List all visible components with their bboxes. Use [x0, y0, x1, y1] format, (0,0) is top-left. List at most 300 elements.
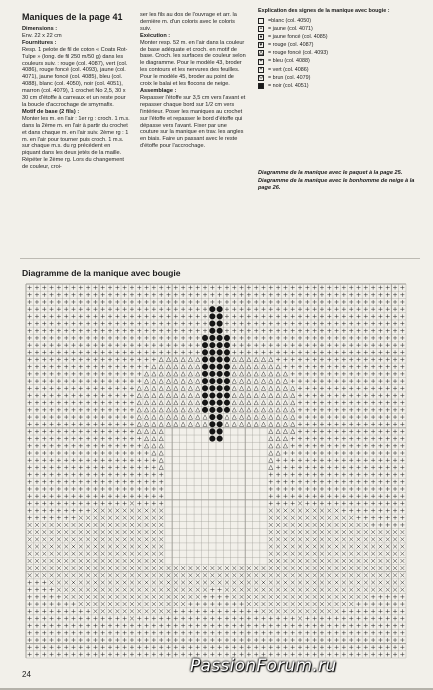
stitch-bleu	[50, 501, 54, 505]
stitch-vert	[130, 595, 134, 599]
stitch-bleu	[313, 322, 317, 326]
stitch-bleu	[364, 293, 368, 297]
stitch-bleu	[137, 372, 141, 376]
stitch-bleu	[64, 300, 68, 304]
stitch-bleu	[386, 322, 390, 326]
stitch-vert	[152, 545, 156, 549]
stitch-bleu	[305, 365, 309, 369]
stitch-bleu	[349, 393, 353, 397]
stitch-rouge-fonce	[152, 415, 156, 419]
stitch-bleu	[196, 314, 200, 318]
stitch-bleu	[79, 458, 83, 462]
stitch-bleu	[196, 609, 200, 613]
stitch-bleu	[71, 473, 75, 477]
stitch-bleu	[356, 429, 360, 433]
stitch-bleu	[364, 314, 368, 318]
stitch-vert	[145, 559, 149, 563]
stitch-bleu	[57, 465, 61, 469]
stitch-bleu	[28, 638, 32, 642]
stitch-bleu	[115, 393, 119, 397]
stitch-bleu	[386, 415, 390, 419]
stitch-bleu	[93, 501, 97, 505]
stitch-rouge-fonce	[276, 386, 280, 390]
stitch-vert	[378, 537, 382, 541]
stitch-bleu	[335, 631, 339, 635]
stitch-vert	[79, 516, 83, 520]
stitch-bleu	[64, 314, 68, 318]
stitch-rouge-fonce	[174, 365, 178, 369]
stitch-bleu	[327, 408, 331, 412]
stitch-bleu	[291, 350, 295, 354]
stitch-vert	[240, 573, 244, 577]
stitch-bleu	[364, 322, 368, 326]
stitch-bleu	[247, 307, 251, 311]
stitch-black	[224, 371, 230, 377]
stitch-bleu	[393, 329, 397, 333]
stitch-bleu	[159, 645, 163, 649]
stitch-bleu	[320, 429, 324, 433]
stitch-bleu	[364, 494, 368, 498]
stitch-bleu	[232, 343, 236, 347]
stitch-vert	[137, 566, 141, 570]
stitch-vert	[101, 588, 105, 592]
stitch-rouge-fonce	[144, 429, 148, 433]
stitch-bleu	[101, 624, 105, 628]
stitch-black	[224, 364, 230, 370]
stitch-vert	[57, 573, 61, 577]
stitch-vert	[247, 602, 251, 606]
stitch-bleu	[159, 616, 163, 620]
stitch-bleu	[64, 379, 68, 383]
stitch-bleu	[313, 336, 317, 340]
stitch-bleu	[327, 358, 331, 362]
stitch-bleu	[108, 293, 112, 297]
legend-symbol-icon: △	[259, 49, 263, 56]
stitch-vert	[349, 602, 353, 606]
stitch-bleu	[159, 350, 163, 354]
stitch-bleu	[269, 336, 273, 340]
stitch-bleu	[298, 314, 302, 318]
stitch-bleu	[79, 393, 83, 397]
stitch-bleu	[276, 501, 280, 505]
stitch-rouge-fonce	[174, 379, 178, 383]
stitch-bleu	[364, 509, 368, 513]
legend-symbol-icon: •	[258, 26, 264, 32]
stitch-bleu	[305, 300, 309, 304]
stitch-bleu	[261, 336, 265, 340]
stitch-black	[209, 328, 215, 334]
stitch-rouge-fonce	[254, 365, 258, 369]
stitch-vert	[342, 581, 346, 585]
stitch-bleu	[203, 631, 207, 635]
stitch-bleu	[298, 408, 302, 412]
stitch-bleu	[378, 509, 382, 513]
stitch-bleu	[101, 329, 105, 333]
stitch-black	[209, 421, 215, 427]
stitch-bleu	[400, 343, 404, 347]
stitch-bleu	[210, 609, 214, 613]
stitch-rouge-fonce	[232, 393, 236, 397]
stitch-bleu	[57, 350, 61, 354]
stitch-vert	[218, 566, 222, 570]
stitch-vert	[320, 588, 324, 592]
stitch-bleu	[28, 451, 32, 455]
stitch-bleu	[57, 386, 61, 390]
stitch-bleu	[57, 372, 61, 376]
stitch-bleu	[335, 300, 339, 304]
stitch-vert	[313, 581, 317, 585]
stitch-vert	[130, 552, 134, 556]
stitch-bleu	[386, 494, 390, 498]
stitch-vert	[269, 581, 273, 585]
stitch-bleu	[42, 314, 46, 318]
stitch-rouge-fonce	[137, 429, 141, 433]
stitch-bleu	[79, 487, 83, 491]
stitch-vert	[262, 573, 266, 577]
stitch-rouge-fonce	[166, 401, 170, 405]
stitch-bleu	[305, 386, 309, 390]
stitch-bleu	[400, 624, 404, 628]
stitch-bleu	[305, 473, 309, 477]
stitch-vert	[101, 602, 105, 606]
stitch-bleu	[159, 322, 163, 326]
stitch-bleu	[342, 444, 346, 448]
stitch-vert	[42, 537, 46, 541]
stitch-bleu	[313, 624, 317, 628]
stitch-vert	[130, 523, 134, 527]
stitch-bleu	[79, 372, 83, 376]
stitch-vert	[35, 552, 39, 556]
stitch-bleu	[86, 465, 90, 469]
stitch-bleu	[64, 293, 68, 297]
stitch-vert	[42, 545, 46, 549]
stitch-bleu	[386, 408, 390, 412]
stitch-bleu	[305, 393, 309, 397]
stitch-bleu	[298, 343, 302, 347]
stitch-bleu	[203, 314, 207, 318]
stitch-vert	[400, 588, 404, 592]
stitch-bleu	[35, 386, 39, 390]
stitch-bleu	[342, 307, 346, 311]
stitch-bleu	[93, 444, 97, 448]
stitch-bleu	[28, 422, 32, 426]
stitch-vert	[72, 573, 76, 577]
stitch-vert	[320, 523, 324, 527]
stitch-bleu	[79, 624, 83, 628]
stitch-vert	[386, 588, 390, 592]
stitch-bleu	[232, 314, 236, 318]
legend-label: = rouge (col. 4087)	[268, 42, 314, 49]
stitch-bleu	[64, 408, 68, 412]
stitch-vert	[378, 573, 382, 577]
stitch-bleu	[305, 422, 309, 426]
stitch-vert	[181, 602, 185, 606]
stitch-bleu	[115, 372, 119, 376]
stitch-bleu	[108, 386, 112, 390]
stitch-vert	[101, 509, 105, 513]
stitch-bleu	[159, 631, 163, 635]
stitch-black	[217, 392, 223, 398]
stitch-bleu	[28, 624, 32, 628]
stitch-vert	[115, 516, 119, 520]
stitch-vert	[371, 530, 375, 534]
stitch-bleu	[342, 631, 346, 635]
stitch-bleu	[159, 480, 163, 484]
stitch-bleu	[93, 408, 97, 412]
stitch-bleu	[320, 401, 324, 405]
stitch-bleu	[79, 322, 83, 326]
stitch-vert	[79, 559, 83, 563]
stitch-vert	[72, 595, 76, 599]
stitch-bleu	[356, 638, 360, 642]
stitch-bleu	[57, 509, 61, 513]
stitch-bleu	[342, 638, 346, 642]
stitch-vert	[269, 545, 273, 549]
stitch-bleu	[203, 609, 207, 613]
stitch-vert	[342, 537, 346, 541]
stitch-bleu	[342, 645, 346, 649]
stitch-vert	[342, 602, 346, 606]
stitch-vert	[298, 617, 302, 621]
stitch-bleu	[86, 509, 90, 513]
stitch-vert	[364, 530, 368, 534]
stitch-bleu	[42, 379, 46, 383]
stitch-bleu	[152, 480, 156, 484]
stitch-bleu	[247, 645, 251, 649]
stitch-bleu	[356, 501, 360, 505]
stitch-bleu	[115, 322, 119, 326]
stitch-rouge-fonce	[152, 365, 156, 369]
stitch-bleu	[123, 616, 127, 620]
stitch-bleu	[152, 358, 156, 362]
stitch-bleu	[386, 602, 390, 606]
stitch-vert	[115, 595, 119, 599]
stitch-bleu	[86, 458, 90, 462]
stitch-vert	[137, 559, 141, 563]
stitch-bleu	[254, 343, 258, 347]
stitch-vert	[386, 573, 390, 577]
stitch-bleu	[152, 487, 156, 491]
stitch-bleu	[42, 286, 46, 290]
stitch-bleu	[71, 444, 75, 448]
stitch-vert	[159, 581, 163, 585]
stitch-bleu	[371, 322, 375, 326]
stitch-bleu	[42, 516, 46, 520]
stitch-bleu	[50, 437, 54, 441]
stitch-bleu	[342, 365, 346, 369]
stitch-bleu	[42, 358, 46, 362]
stitch-bleu	[335, 358, 339, 362]
stitch-bleu	[342, 465, 346, 469]
stitch-bleu	[400, 451, 404, 455]
stitch-rouge-fonce	[166, 372, 170, 376]
stitch-bleu	[261, 616, 265, 620]
stitch-bleu	[152, 307, 156, 311]
stitch-bleu	[35, 415, 39, 419]
stitch-bleu	[28, 437, 32, 441]
stitch-bleu	[166, 652, 170, 656]
stitch-vert	[50, 552, 54, 556]
stitch-bleu	[108, 458, 112, 462]
stitch-vert	[123, 509, 127, 513]
stitch-bleu	[35, 652, 39, 656]
stitch-bleu	[349, 631, 353, 635]
stitch-vert	[123, 595, 127, 599]
stitch-bleu	[57, 293, 61, 297]
stitch-bleu	[86, 372, 90, 376]
stitch-vert	[335, 530, 339, 534]
stitch-vert	[298, 552, 302, 556]
stitch-vert	[130, 509, 134, 513]
stitch-bleu	[28, 314, 32, 318]
stitch-bleu	[71, 501, 75, 505]
stitch-vert	[291, 602, 295, 606]
stitch-bleu	[298, 322, 302, 326]
stitch-bleu	[386, 307, 390, 311]
stitch-bleu	[28, 609, 32, 613]
stitch-bleu	[371, 393, 375, 397]
stitch-vert	[269, 530, 273, 534]
stitch-vert	[57, 581, 61, 585]
stitch-bleu	[28, 509, 32, 513]
stitch-rouge-fonce	[174, 408, 178, 412]
stitch-bleu	[386, 465, 390, 469]
stitch-bleu	[364, 458, 368, 462]
stitch-bleu	[378, 329, 382, 333]
stitch-bleu	[79, 480, 83, 484]
stitch-bleu	[364, 300, 368, 304]
stitch-rouge-fonce	[159, 415, 163, 419]
stitch-vert	[86, 552, 90, 556]
stitch-vert	[152, 609, 156, 613]
stitch-bleu	[335, 616, 339, 620]
stitch-bleu	[386, 645, 390, 649]
stitch-bleu	[283, 501, 287, 505]
stitch-bleu	[108, 372, 112, 376]
stitch-bleu	[342, 286, 346, 290]
stitch-bleu	[188, 638, 192, 642]
stitch-rouge-fonce	[181, 372, 185, 376]
stitch-bleu	[400, 609, 404, 613]
stitch-vert	[196, 581, 200, 585]
stitch-vert	[123, 545, 127, 549]
stitch-vert	[137, 573, 141, 577]
stitch-bleu	[79, 444, 83, 448]
stitch-vert	[137, 602, 141, 606]
stitch-rouge-fonce	[166, 408, 170, 412]
stitch-bleu	[298, 437, 302, 441]
stitch-vert	[93, 588, 97, 592]
stitch-bleu	[57, 429, 61, 433]
stitch-bleu	[291, 293, 295, 297]
stitch-vert	[364, 573, 368, 577]
stitch-vert	[247, 573, 251, 577]
legend-label: = rouge foncé (col. 4093)	[268, 50, 329, 57]
stitch-bleu	[57, 343, 61, 347]
stitch-bleu	[386, 365, 390, 369]
stitch-vert	[357, 552, 361, 556]
stitch-bleu	[371, 638, 375, 642]
stitch-bleu	[240, 343, 244, 347]
stitch-vert	[254, 573, 258, 577]
stitch-vert	[159, 595, 163, 599]
stitch-vert	[145, 516, 149, 520]
stitch-bleu	[313, 386, 317, 390]
stitch-vert	[159, 559, 163, 563]
stitch-rouge-fonce	[232, 415, 236, 419]
stitch-vert	[291, 559, 295, 563]
stitch-bleu	[145, 350, 149, 354]
stitch-rouge-fonce	[188, 379, 192, 383]
stitch-vert	[327, 516, 331, 520]
stitch-bleu	[86, 300, 90, 304]
stitch-bleu	[393, 300, 397, 304]
stitch-bleu	[123, 336, 127, 340]
stitch-bleu	[342, 372, 346, 376]
stitch-bleu	[305, 322, 309, 326]
stitch-bleu	[93, 458, 97, 462]
stitch-bleu	[305, 329, 309, 333]
stitch-bleu	[232, 336, 236, 340]
stitch-black	[209, 371, 215, 377]
stitch-bleu	[247, 322, 251, 326]
stitch-vert	[130, 501, 134, 505]
stitch-vert	[115, 581, 119, 585]
stitch-bleu	[35, 580, 39, 584]
stitch-vert	[283, 581, 287, 585]
stitch-vert	[240, 566, 244, 570]
stitch-bleu	[356, 437, 360, 441]
stitch-vert	[291, 545, 295, 549]
stitch-bleu	[57, 286, 61, 290]
stitch-bleu	[71, 314, 75, 318]
stitch-vert	[79, 552, 83, 556]
stitch-bleu	[335, 329, 339, 333]
legend-symbol-icon: ◇	[259, 74, 263, 81]
stitch-bleu	[28, 652, 32, 656]
stitch-bleu	[393, 487, 397, 491]
stitch-bleu	[320, 473, 324, 477]
stitch-bleu	[123, 329, 127, 333]
stitch-bleu	[371, 444, 375, 448]
stitch-bleu	[283, 458, 287, 462]
stitch-vert	[305, 609, 309, 613]
stitch-bleu	[283, 645, 287, 649]
stitch-bleu	[50, 365, 54, 369]
stitch-vert	[93, 566, 97, 570]
legend-symbol-icon: ♥	[259, 41, 263, 48]
stitch-bleu	[130, 393, 134, 397]
stitch-vert	[283, 545, 287, 549]
stitch-bleu	[50, 293, 54, 297]
stitch-vert	[393, 573, 397, 577]
stitch-vert	[283, 530, 287, 534]
stitch-black	[202, 385, 208, 391]
stitch-bleu	[115, 386, 119, 390]
stitch-bleu	[93, 624, 97, 628]
stitch-rouge-fonce	[181, 365, 185, 369]
stitch-bleu	[305, 631, 309, 635]
stitch-bleu	[93, 322, 97, 326]
stitch-rouge-fonce	[239, 372, 243, 376]
stitch-vert	[123, 609, 127, 613]
stitch-bleu	[291, 444, 295, 448]
legend-item	[258, 49, 428, 57]
stitch-bleu	[298, 458, 302, 462]
stitch-vert	[203, 588, 207, 592]
stitch-bleu	[313, 451, 317, 455]
stitch-vert	[42, 566, 46, 570]
